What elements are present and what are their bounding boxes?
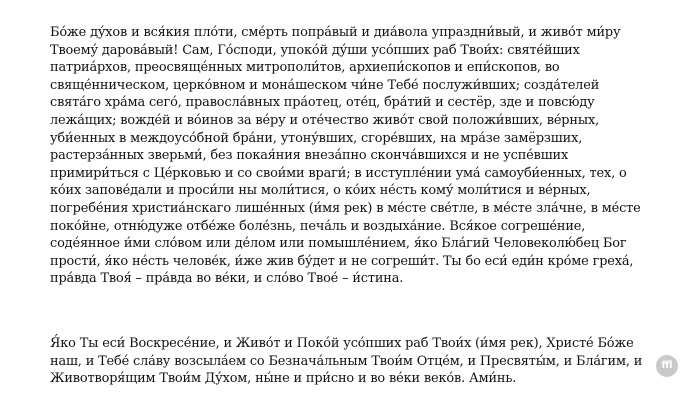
text-line: лежа́щих; вожде́й и во́инов за ве́ру и оте́чество живо́т свой положи́вших, ве́рных, bbox=[50, 112, 600, 128]
text-line: пра́вда Твоя́ – пра́вда во ве́ки, и сло́во Твое́ – и́стина. bbox=[50, 271, 404, 287]
text-line: уби́енных в междоусо́бной бра́ни, утону́вших, сгоре́вших, на мра́зе замёрзших, bbox=[50, 130, 583, 146]
text-line: растерза́нных зверьми́, без покая́ния внеза́пно сконча́вшихся и не успе́вших bbox=[50, 148, 569, 164]
text-line: поко́йне, отню́дуже отбе́же боле́знь, печа́ль и воздыха́ние. Вся́кое согреше́ние, bbox=[50, 218, 586, 234]
text-line: Бо́же ду́хов и вся́кия пло́ти, сме́рть попра́вый и диа́вола упраздни́вый, и живо́т ми́ру bbox=[50, 25, 621, 40]
text-line: свяще́нническом, церко́вном и мона́шеском чи́не Тебе́ послужи́вших; созда́телей bbox=[50, 77, 600, 93]
text-line: прости́, я́ко не́сть челове́к, и́же жив бу́дет и не согреши́т. Ты бо еси́ еди́н кро́ме греха́, bbox=[50, 253, 634, 269]
text-line: Я́ко Ты еси́ Воскресе́ние, и Живо́т и Поко́й усо́пших раб Твои́х (и́мя рек), Христе́ Бо́же bbox=[50, 336, 634, 351]
prayer-paragraph-1 bbox=[50, 24, 680, 288]
prayer-paragraph-2 bbox=[50, 335, 680, 388]
text-line: Твоему́ дарова́вый! Сам, Го́споди, упоко́й ду́ши усо́пших раб Твои́х: святе́йших bbox=[50, 42, 580, 58]
watermark-logo-icon: ffl bbox=[656, 355, 678, 377]
text-line: примири́ться с Це́рковью и со свои́ми враги́; в исступле́нии ума́ самоуби́енных, тех, о bbox=[50, 165, 627, 181]
text-line: ко́их запове́дали и проси́ли ны моли́тися, о ко́их не́сть кому́ моли́тися и ве́рных, bbox=[50, 183, 591, 199]
text-line: наш, и Тебе́ сла́ву возсыла́ем со Безнача́льным Твои́м Отце́м, и Пресвяты́м, и Бла́гим, и bbox=[50, 353, 643, 369]
text-line: Животворя́щим Твои́м Ду́хом, ны́не и при́сно и во ве́ки веко́в. Ами́нь. bbox=[50, 371, 517, 387]
text-line: погребе́ния христиа́нскаго лише́нных (и́мя рек) в ме́сте све́тле, в ме́сте зла́чне, в ме́сте bbox=[50, 200, 641, 216]
text-line: патриа́рхов, преосвяще́нных митрополи́тов, архиепи́скопов и епи́скопов, во bbox=[50, 60, 560, 76]
text-line: соде́янное и́ми сло́вом или де́лом или помышле́нием, я́ко Бла́гий Человеколю́бец Бог bbox=[50, 236, 627, 252]
text-line: свята́го хра́ма сего́, правосла́вных пра́отец, оте́ц, бра́тий и сестёр, зде и повсю́ду bbox=[50, 95, 595, 111]
